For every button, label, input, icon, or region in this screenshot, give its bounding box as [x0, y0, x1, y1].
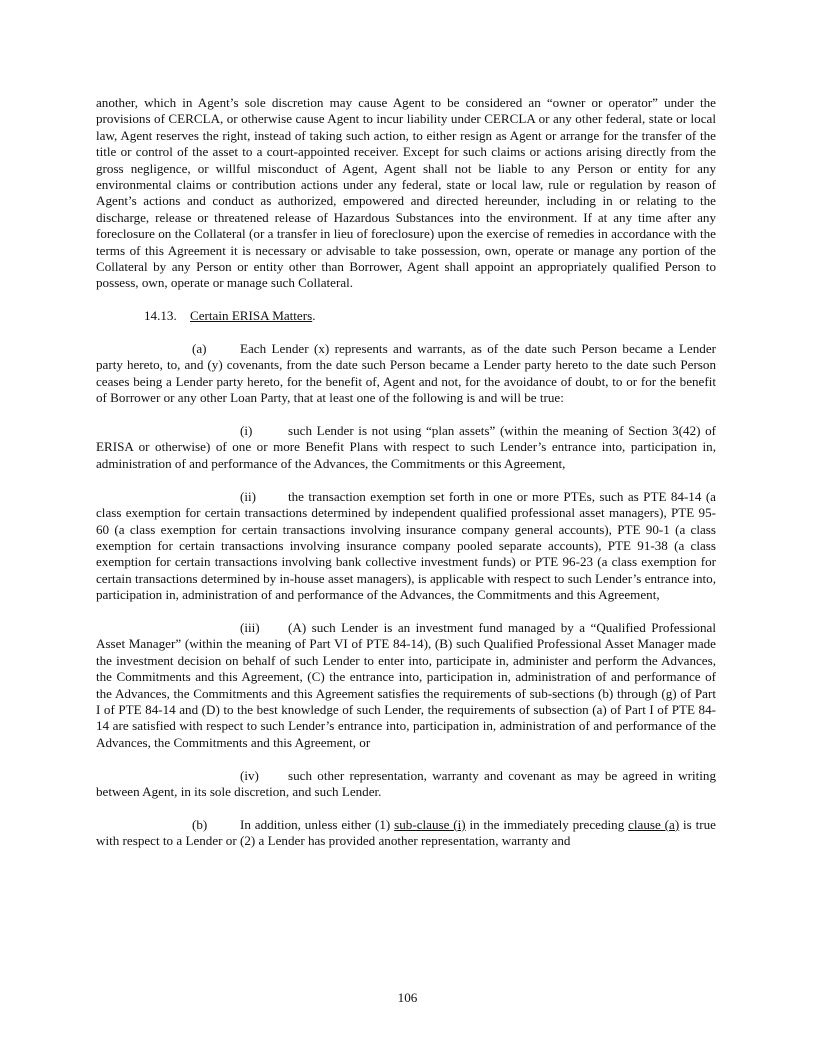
clause-a-reference: clause (a) — [628, 816, 680, 832]
subclause-i — [96, 423, 716, 472]
section-heading — [96, 308, 716, 324]
subclause-ii-text: the transaction exemption set forth in one or more PTEs, such as PTE 84-14 (a class exemption for certain transactions determined by independent qualified professional asset managers), PTE 95-60 (a class exemption for certain transactions involving insurance company general accounts), PTE 90-1 (a class exemption for certain transactions involving insurance company pooled separate accounts), PTE 91-38 (a class exemption for certain transactions involving bank collective investment funds) or PTE 96-23 (a class exemption for certain transactions determined by in-house asset managers), is applicable with respect to such Lender’s entrance into, participation in, administration of and performance of the Advances, the Commitments and this Agreement, — [96, 488, 716, 603]
section-title-suffix: . — [312, 308, 316, 324]
subclause-iii-label: (iii) — [240, 619, 260, 635]
clause-a-label: (a) — [192, 341, 207, 357]
subclause-iv-text: such other representation, warranty and covenant as may be agreed in writing between Agent, in its sole discretion, and such Lender. — [96, 767, 716, 799]
sub-clause-i-reference: sub-clause (i) — [394, 816, 466, 832]
page-number: 106 — [397, 990, 418, 1005]
subclause-i-label: (i) — [240, 423, 253, 439]
subclause-iv-label: (iv) — [240, 767, 259, 783]
subclause-iv — [96, 768, 716, 801]
section-number: 14.13. — [144, 308, 177, 324]
continuation-paragraph: another, which in Agent’s sole discretion may cause Agent to be considered an “owner or operator” under the provisions of CERCLA, or otherwise cause Agent to incur liability under CERCLA or any other federal, state or local law, Agent reserves the right, instead of taking such action, to either resign as Agent or arrange for the transfer of the title or control of the asset to a court-appointed receiver. Except for such claims or actions arising directly from the gross negligence, or willful misconduct of Agent, Agent shall not be liable to any Person or entity for any environmental claims or contribution actions under any federal, state or local law, rule or regulation by reason of Agent’s actions and conduct as authorized, empowered and directed hereunder, including in or relating to the discharge, release or threatened release of Hazardous Substances into the environment. If at any time after any foreclosure on the Collateral (or a transfer in lieu of foreclosure) upon the exercise of remedies in accordance with the terms of this Agreement it is necessary or advisable to take possession, own, operate or manage any portion of the Collateral by any Person or entity other than Borrower, Agent shall appoint an appropriately qualified Person to possess, own, operate or manage such Collateral. — [96, 95, 716, 291]
clause-a-text: Each Lender (x) represents and warrants, as of the date such Person became a Lender party hereto, to, and (y) covenants, from the date such Person became a Lender party hereto to the date such Person ceases being a Lender party hereto, for the benefit of, Agent and not, for the avoidance of doubt, to or for the benefit of Borrower or any other Loan Party, that at least one of the following is and will be true: — [96, 341, 716, 406]
clause-b-text-2: in the immediately preceding — [465, 816, 629, 832]
subclause-iii-text: (A) such Lender is an investment fund managed by a “Qualified Professional Asset Manager” (within the meaning of Part VI of PTE 84-14), (B) such Qualified Professional Asset Manager made the investment decision on behalf of such Lender to enter into, participate in, administer and perform the Advances, the Commitments and this Agreement, (C) the entrance into, participation in, administration of and performance of the Advances, the Commitments and this Agreement satisfies the requirements of sub-sections (b) through (g) of Part I of PTE 84-14 and (D) to the best knowledge of such Lender, the requirements of subsection (a) of Part I of PTE 84-14 are satisfied with respect to such Lender’s entrance into, participation in, administration of and performance of the Advances, the Commitments and this Agreement, or — [96, 619, 716, 750]
clause-b-text-1: In addition, unless either (1) — [240, 816, 395, 832]
page-body — [96, 95, 716, 866]
section-title: Certain ERISA Matters — [190, 308, 313, 324]
subclause-ii-label: (ii) — [240, 488, 256, 504]
clause-a — [96, 341, 716, 407]
clause-b-label: (b) — [192, 816, 208, 832]
subclause-i-text: such Lender is not using “plan assets” (within the meaning of Section 3(42) of ERISA or otherwise) of one or more Benefit Plans with respect to such Lender’s entrance into, participation in, administration of and performance of the Advances, the Commitments or this Agreement, — [96, 423, 716, 471]
subclause-iii — [96, 620, 716, 751]
clause-b-text-3: is true with respect to a Lender or (2) a Lender has provided another representation, warranty and — [96, 816, 716, 849]
clause-b — [96, 817, 716, 850]
subclause-ii — [96, 489, 716, 604]
